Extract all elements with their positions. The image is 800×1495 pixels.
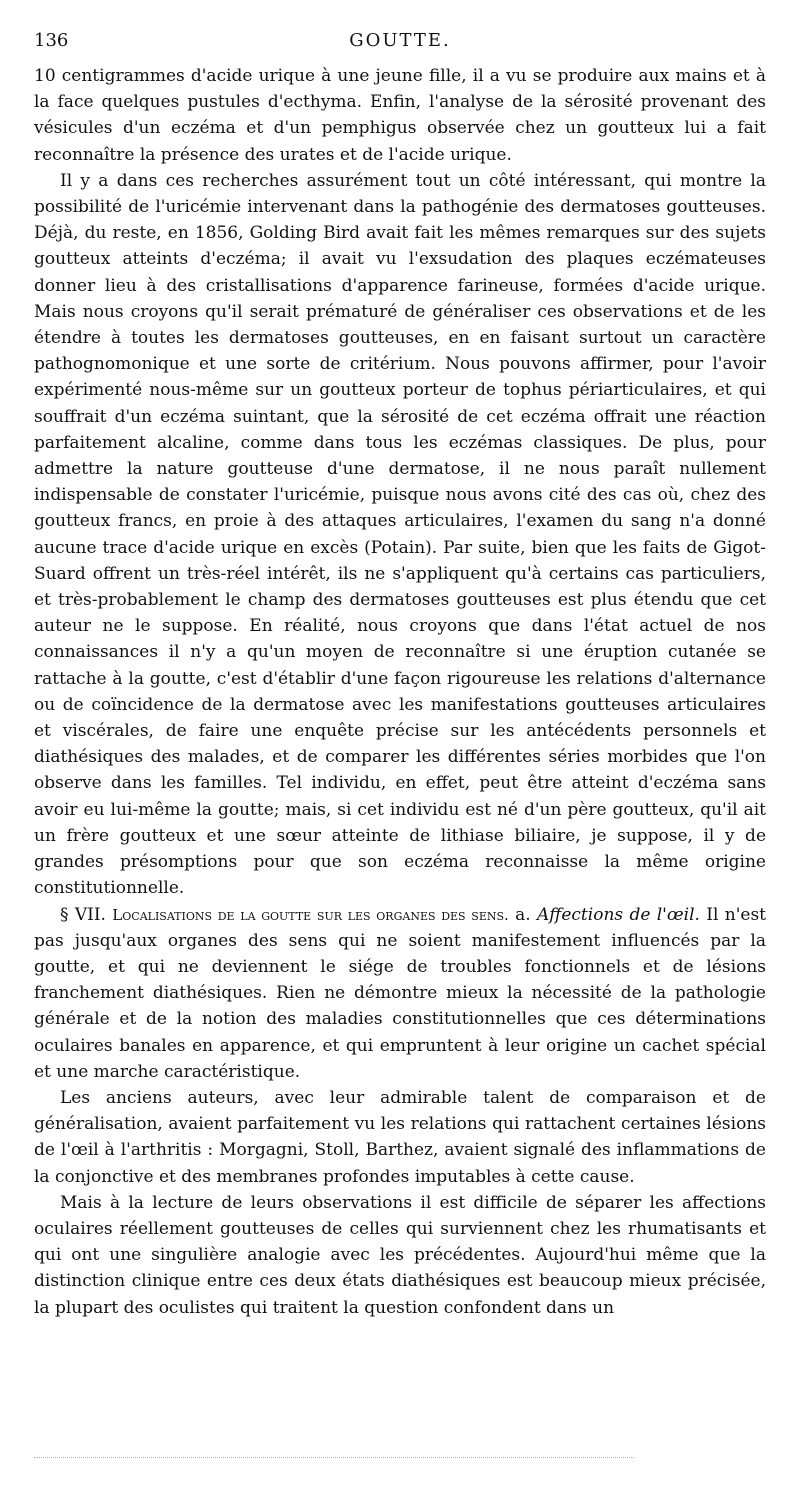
subsection-title: Affections de l'œil. xyxy=(537,904,700,925)
subsection-label: a. xyxy=(515,904,531,925)
paragraph-ancient-authors: Les anciens auteurs, avec leur admirable talent de comparaison et de généralisation, avaient parfaitement vu les relations qui rattachent certaines lésions de l'œil à l'arthritis : Morgagni, Stoll, Barthez, avaient signalé des inflammations de la conjonctive et des membranes profondes imputables à cette cause. xyxy=(34,1087,766,1187)
section-text: Il n'est pas jusqu'aux organes des sens qui ne soient manifestement influencés par la goutte, et qui ne deviennent le siége de troubles fonctionnels et de lésions franchement diathésiques. Rien ne démontre mieux la nécessité de la pathologie générale et de la notion des maladies constitutionnelles que ces déterminations oculaires banales en apparence, et qui empruntent à leur origine un cachet spécial et une marche caractéristique. xyxy=(34,904,767,1082)
paragraph-uricemia: Il y a dans ces recherches assurément tout un côté intéressant, qui montre la possibilité de l'uricémie intervenant dans la pathogénie des dermatoses goutteuses. Déjà, du reste, en 1856, Golding Bird avait fait les mêmes remarques sur des sujets goutteux atteints d'eczéma; il avait vu l'exsudation des plaques eczémateuses donner lieu à des cristallisations d'apparence farineuse, formées d'acide urique. Mais nous croyons qu'il serait prématuré de généraliser ces observations et de les étendre à toutes les dermatoses goutteuses, en en faisant surtout un caractère pathognomonique et une sorte de critérium. Nous pouvons affirmer, pour l'avoir expérimenté nous-même sur un goutteux porteur de tophus périarticulaires, et qui souffrait d'un eczéma suintant, que la sérosité de cet eczéma offrait une réaction parfaitement alcaline, comme dans tous les eczémas classiques. De plus, pour admettre la nature goutteuse d'une dermatose, il ne nous paraît nullement indispensable de constater l'uricémie, puisque nous avons cité des cas où, chez des goutteux francs, en proie à des attaques articulaires, l'examen du sang n'a donné aucune trace d'acide urique en excès (Potain). Par suite, bien que les faits de Gigot-Suard offrent un très-réel intérêt, ils ne s'appliquent qu'à certains cas particuliers, et très-probablement le champ des dermatoses goutteuses est plus étendu que cet auteur ne le suppose. En réalité, nous croyons que dans l'état actuel de nos connaissances il n'y a qu'un moyen de reconnaître si une éruption cutanée se rattache à la goutte, c'est d'établir d'une façon rigoureuse les relations d'alternance ou de coïncidence de la dermatose avec les manifestations goutteuses articulaires et viscérales, de faire une enquête précise sur les antécédents personnels et diathésiques des malades, et de comparer les différentes séries morbides que l'on observe dans les familles. Tel individu, en effet, peut être atteint d'eczéma sans avoir eu lui-même la goutte; mais, si cet individu est né d'un père goutteux, qu'il ait un frère goutteux et une sœur atteinte de lithiase biliaire, je suppose, il y de grandes présomptions pour que son eczéma reconnaisse la même origine constitutionnelle. xyxy=(34,170,766,899)
running-title: GOUTTE. xyxy=(349,30,451,51)
page-number: 136 xyxy=(34,30,69,51)
section-mark: § VII. xyxy=(60,904,106,925)
paragraph-observations: Mais à la lecture de leurs observations il est difficile de séparer les affections oculaires réellement goutteuses de celles qui surviennent chez les rhumatisants et qui ont une singulière analogie avec les précédentes. Aujourd'hui même que la distinction clinique entre ces deux états diathésiques est beaucoup mieux précisée, la plupart des oculistes qui traitent la question confondent dans un xyxy=(34,1192,766,1318)
paragraph-continuation: 10 centigrammes d'acide urique à une jeune fille, il a vu se produire aux mains et à la face quelques pustules d'ecthyma. Enfin, l'analyse de la sérosité provenant des vésicules d'un eczéma et d'un pemphigus observée chez un goutteux lui a fait reconnaître la présence des urates et de l'acide urique. xyxy=(34,66,766,165)
section-title: Localisations de la goutte sur les organes des sens. xyxy=(112,905,509,924)
section-paragraph xyxy=(34,902,766,1085)
footer-rule xyxy=(34,1457,634,1458)
page-header xyxy=(34,30,766,56)
body-text xyxy=(34,63,766,1321)
